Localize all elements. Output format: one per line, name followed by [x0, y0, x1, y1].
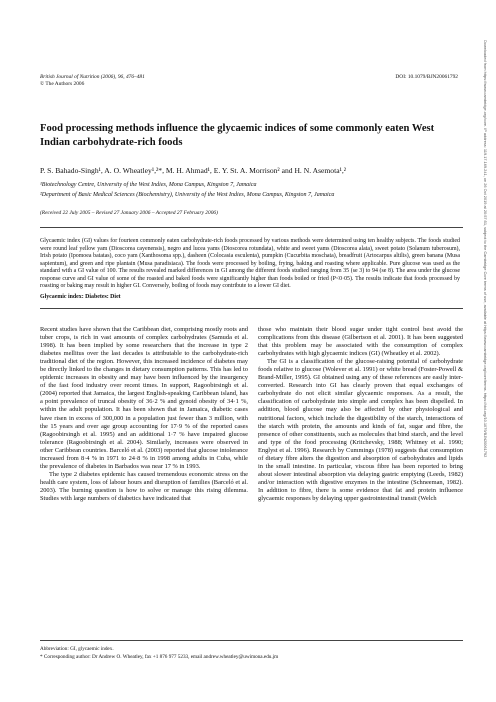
divider-bottom: [40, 308, 463, 309]
journal-citation: British Journal of Nutrition (2006), 96, 476–481: [40, 74, 145, 80]
author-list: P. S. Bahado-Singh¹, A. O. Wheatley¹,²*, M. H. Ahmad¹, E. Y. St. A. Morrison² and H. N. Asemota¹,²: [40, 166, 347, 175]
intro-paragraph-3: those who maintain their blood sugar under tight control best avoid the complications from this disease (Gilbertson et al. 2001). It has been suggested that this problem may be associated with the consumption of complex carbohydrates with high glycaemic indices (GI) (Wheatley et al. 2002).: [258, 326, 463, 358]
left-column: [40, 326, 248, 503]
download-side-note: Downloaded from https://www.cambridge.org/core. IP address: 119.17.169.241, on 26 Oct 2019 at 20:57:51, subject to the Cambridge Core terms of use, available at https://www.cambridge.org/core/terms. https://doi.org/10.1079/BJN20061792: [483, 40, 488, 458]
intro-paragraph-4: The GI is a classification of the glucose-raising potential of carbohydrate foods relative to glucose (Wolever et al. 1991) or white bread (Foster-Powell & Brand-Miller, 1995). GI obtained using any of these references are easily inter-converted. Research into GI has clearly proven that equal exchanges of carbohydrate do not elicit similar glycaemic responses. As a result, the classification of carbohydrate into simple and complex has been dispelled. In addition, blood glucose may also be affected by other physiological and nutritional factors, which include the digestibility of the starch, interactions of the starch with protein, the amounts and kinds of fat, sugar and fibre, the presence of other constituents, such as molecules that bind starch, and the level and type of the food processing (Kritchevsky, 1988; Whitney et al. 1990; Englyst et al. 1996). Research by Cummings (1978) suggests that consumption of dietary fibre alters the digestion and absorption of carbohydrates and lipids in the small intestine. In particular, viscous fibre has been reported to bring about slower intestinal absorption via delaying gastric emptying (Leeds, 1982) and/or interaction with digestive enzymes in the intestine (Schneeman, 1982). In addition to fibre, there is some evidence that fat and protein influence glycaemic responses by delaying upper gastrointestinal transit (Welch: [258, 358, 463, 502]
copyright-line: © The Authors 2006: [40, 81, 85, 87]
article-title: Food processing methods influence the glycaemic indices of some commonly eaten West Indian carbohydrate-rich foods: [40, 123, 435, 148]
footnotes: [40, 645, 463, 661]
received-dates: (Received 22 July 2005 – Revised 27 January 2006 – Accepted 27 February 2006): [40, 210, 218, 216]
doi-label[interactable]: DOI: 10.1079/BJN20061792: [395, 74, 458, 80]
right-column: [258, 326, 463, 503]
divider-top: [40, 227, 463, 228]
affiliation-2: ²Department of Basic Medical Sciences (Biochemistry), University of the West Indies, Mona Campus, Kingston 7, Jamaica: [40, 191, 335, 198]
running-header: [40, 74, 240, 88]
abstract: Glycaemic index (GI) values for fourteen commonly eaten carbohydrate-rich foods processed by various methods were determined using ten healthy subjects. The foods studied were round leaf yellow yam (Dioscorea cayenensis), negro and lucea yams (Dioscorea rotundata), white and sweet yams (Dioscorea alata), sweet potato (Solanum tuberosum), Irish potato (Ipomoea batatas), coco yam (Xanthosoma spp.), dasheen (Colocasia esculenta), pumpkin (Cucurbita moschata), breadfruit (Artocarpus altilis), green banana (Musa sapientum), and green and ripe plantain (Musa paradisiaca). The foods were processed by boiling, frying, baking and roasting where applicable. Pure glucose was used as the standard with a GI value of 100. The results revealed marked differences in GI among the different foods studied ranging from 35 (se 3) to 94 (se 8). The area under the glucose response curve and GI value of some of the roasted and baked foods were significantly higher than foods boiled or fried (P<0·05). The results indicate that foods processed by roasting or baking may result in higher GI. Conversely, boiling of foods may contribute to a lower GI diet.: [40, 238, 460, 289]
intro-paragraph-1: Recent studies have shown that the Caribbean diet, comprising mostly roots and tuber crops, is rich in vast amounts of complex carbohydrates (Samuda et al. 1998). It has been implied by some researchers that the increase in type 2 diabetes mellitus over the last decades is attributable to the carbohydrate-rich traditional diet of the region. However, this increased incidence of diabetes may be directly linked to the changes in dietary consumption patterns. This has led to epidemic increases in obesity and may have been influenced by the insurgency of the fast food industry over recent times. In support, Ragoobirsingh et al. (2004) reported that Jamaica, the largest English-speaking Caribbean island, has a point prevalence of truncal obesity of 36·2 % and gynoid obesity of 34·1 %, within the adult population. It has been shown that in Jamaica, diabetic cases have risen in excess of 300,000 in a population just fewer than 3 million, with the 15 years and over age group accounting for 17·9 % of the reported cases (Ragoobirsingh et al. 1995) and an additional 1·7 % have impaired glucose tolerance (Ragoobirsingh et al. 2004). Similarly, increases were observed in other Caribbean countries. Barceló et al. (2003) reported that glucose intolerance increased from 8·4 % in 1971 to 24·8 % in 1998 among adults in Cuba, while the prevalence of diabetes in Barbados was near 17 % in 1993.: [40, 326, 248, 470]
affiliations: [40, 181, 470, 200]
keywords: Glycaemic index: Diabetes: Diet: [40, 294, 121, 300]
affiliation-1: ¹Biotechnology Centre, University of the West Indies, Mona Campus, Kingston 7, Jamaica: [40, 182, 257, 188]
corresponding-author-note: * Corresponding author: Dr Andrew O. Wheatley, fax +1 876 977 5233, email andrew.wheatley@uwimona.edu.jm: [40, 654, 279, 660]
footnote-divider: [40, 640, 463, 641]
abbreviation-note: Abbreviation: GI, glycaemic index.: [40, 646, 114, 652]
intro-paragraph-2: The type 2 diabetes epidemic has caused tremendous economic stress on the health care system, loss of labour hours and disruption of families (Barceló et al. 2003). The burning question is how to solve or manage this rising dilemma. Studies with large numbers of diabetics have indicated that: [40, 470, 248, 502]
